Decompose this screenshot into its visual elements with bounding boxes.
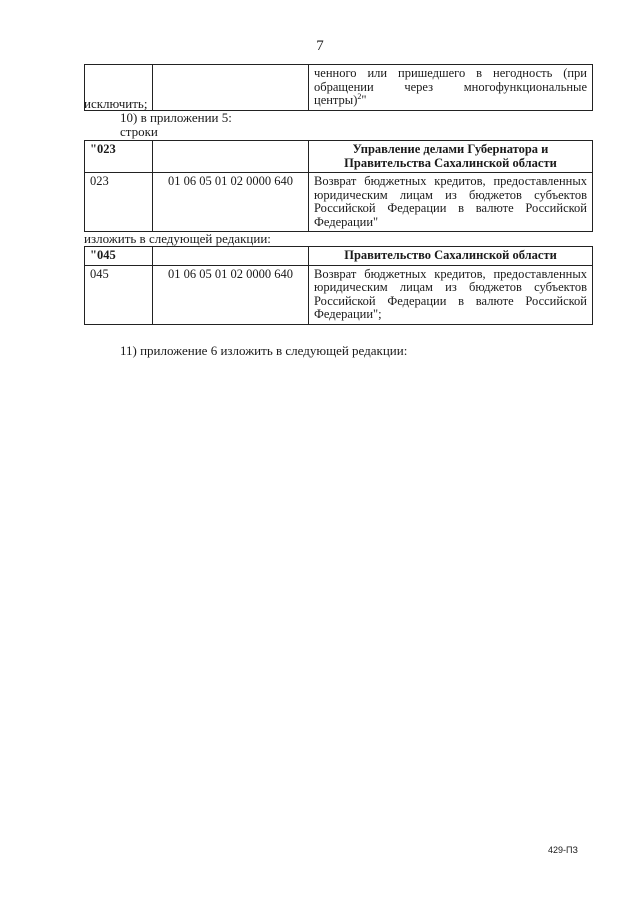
kbk-header: [153, 247, 309, 266]
table-old-rows: [84, 140, 593, 232]
item-10-heading: 10) в приложении 5:: [120, 110, 232, 125]
table-new-rows: [84, 246, 593, 325]
table-row: [85, 65, 593, 111]
continuation-text: ченного или пришедшего в негодность (при обращении через многофункциональные центры): [314, 66, 587, 107]
table-cell-name: [309, 65, 593, 111]
table-row: [85, 173, 593, 232]
document-code: 429-ПЗ: [548, 845, 578, 855]
closing-quote: ": [361, 93, 367, 107]
table-continuation: [84, 64, 593, 111]
table-row: [85, 265, 593, 324]
admin-name-header: Управление делами Губернатора и Правительства Сахалинской области: [309, 141, 593, 173]
table-row-header: [85, 141, 593, 173]
footnote-mark: 2: [357, 91, 362, 101]
table-cell-kbk: [153, 65, 309, 111]
admin-code-header: "045: [85, 247, 153, 266]
kbk-header: [153, 141, 309, 173]
admin-code-header: "023: [85, 141, 153, 173]
admin-code: 045: [85, 265, 153, 324]
restate-text: изложить в следующей редакции:: [84, 231, 271, 246]
exclude-text: исключить;: [84, 96, 148, 111]
admin-name-header: Правительство Сахалинской области: [309, 247, 593, 266]
admin-code: 023: [85, 173, 153, 232]
kbk-code: 01 06 05 01 02 0000 640: [153, 173, 309, 232]
item-11-heading: 11) приложение 6 изложить в следующей редакции:: [120, 343, 408, 358]
kbk-code: 01 06 05 01 02 0000 640: [153, 265, 309, 324]
page-number: 7: [316, 38, 324, 54]
table-row-header: [85, 247, 593, 266]
rows-label: строки: [120, 124, 158, 139]
revenue-name: Возврат бюджетных кредитов, предоставленных юридическим лицам из бюджетов субъектов Российской Федерации в валюте Российской Федерации": [309, 173, 593, 232]
revenue-name: Возврат бюджетных кредитов, предоставленных юридическим лицам из бюджетов субъектов Российской Федерации в валюте Российской Федерации";: [309, 265, 593, 324]
